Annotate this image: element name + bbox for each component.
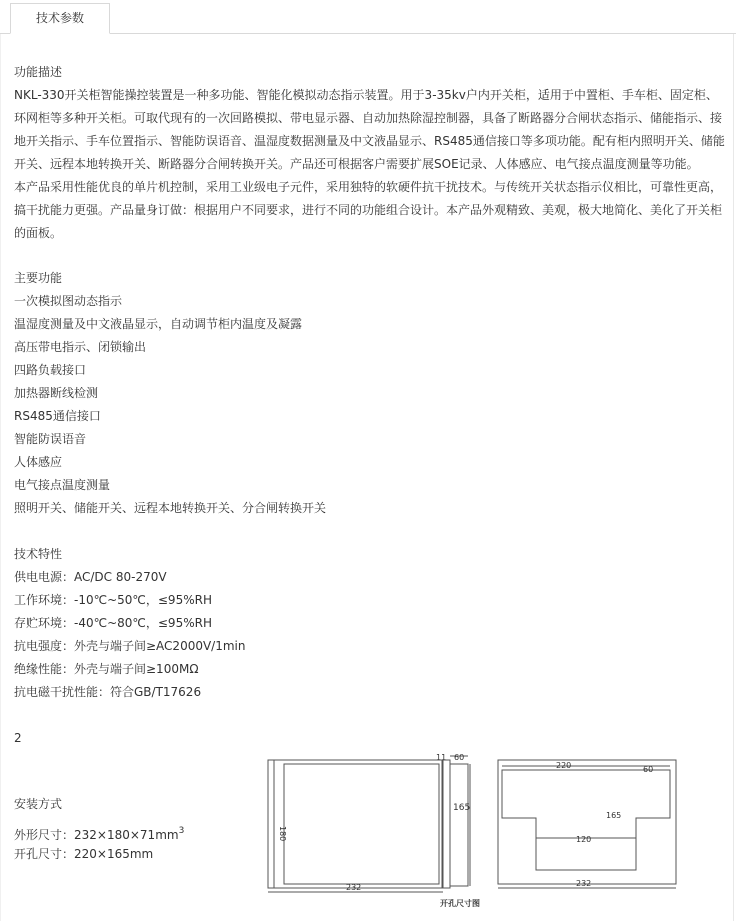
description-paragraph-2: [14, 176, 728, 245]
figure-caption: 开孔尺寸图: [440, 899, 480, 908]
function-item: 高压带电指示、闭锁输出: [14, 340, 147, 354]
dim-cutout-top: 220: [556, 761, 572, 770]
tab-tech-params[interactable]: 技术参数: [10, 3, 110, 34]
function-item: 电气接点温度测量: [14, 478, 111, 492]
function-item: 智能防误语音: [14, 432, 87, 446]
description-heading: 功能描述: [14, 65, 63, 79]
dim-front-height: 180: [278, 826, 287, 842]
function-item: 温湿度测量及中文液晶显示，自动调节柜内温度及凝露: [14, 317, 303, 331]
dim-cutout-tab: 60: [643, 765, 654, 774]
function-item: 四路负载接口: [14, 363, 87, 377]
description-text-1: NKL-330开关柜智能操控装置是一种多功能、智能化模拟动态指示装置。用于3-35kv户内开关柜，适用于中置柜、手车柜、固定柜、环网柜等多种开关柜。可取代现有的一次回路模拟、带电显示器、自动加热除湿控制器，具备了断路器分合闸状态指示、储能指示、接地开关指示、手车位置指示、智能防误语音、温湿度数据测量及中文液晶显示、RS485通信接口等多项功能。配有柜内照明开关、储能开关、远程本地转换开关、断路器分合闸转换开关。产品还可根据客户需要扩展SOE记录、人体感应、电气接点温度测量等功能。: [14, 88, 725, 171]
spec-item: 抗电磁干扰性能：符合GB/T17626: [14, 685, 202, 699]
description-text-2: 本产品采用性能优良的单片机控制，采用工业级电子元件，采用独特的软硬件抗干扰技术。与传统开关状态指示仪相比，可靠性更高，搞干扰能力更强。产品量身订做：根据用户不同要求，进行不同的功能组合设计。本产品外观精致、美观，极大地简化、美化了开关柜的面板。: [14, 180, 723, 240]
tab-bar: [0, 0, 736, 34]
outline-size-text: 外形尺寸：232×180×71mm: [14, 828, 179, 842]
function-item: 一次模拟图动态指示: [14, 294, 123, 308]
dim-cutout-bottom: 232: [576, 879, 592, 888]
front-view-outline: [268, 760, 443, 888]
front-view-inner: [284, 764, 439, 884]
spec-item: 存贮环境：-40℃~80℃，≤95%RH: [14, 616, 212, 630]
spec-item: 抗电强度：外壳与端子间≥AC2000V/1min: [14, 639, 246, 653]
specs-heading: 技术特性: [14, 547, 63, 561]
spec-item: 供电电源：AC/DC 80-270V: [14, 570, 167, 584]
description-paragraph-1: [14, 84, 728, 176]
outline-size-superscript: 3: [178, 826, 185, 836]
function-item: 人体感应: [14, 455, 63, 469]
dim-side-top: 11: [436, 753, 447, 762]
cutout-shape: [502, 770, 670, 870]
side-view-body: [450, 764, 471, 886]
dim-cutout-height: 165: [606, 811, 622, 820]
dim-side-height: 165: [453, 803, 471, 813]
function-item: 加热器断线检测: [14, 386, 99, 400]
dimension-drawing: [266, 752, 686, 912]
cutout-size: 开孔尺寸：220×165mm: [14, 847, 154, 861]
install-heading: 安装方式: [14, 797, 63, 811]
functions-heading: 主要功能: [14, 271, 63, 285]
dim-front-width: 232: [346, 883, 362, 892]
function-item: RS485通信接口: [14, 409, 101, 423]
cutout-outer-outline: [498, 760, 676, 884]
spec-item: 绝缘性能：外壳与端子间≥100MΩ: [14, 662, 199, 676]
dim-cutout-inner: 120: [576, 835, 592, 844]
function-item: 照明开关、储能开关、远程本地转换开关、分合闸转换开关: [14, 501, 327, 515]
dim-side-depth: 60: [454, 753, 465, 762]
spec-item: 工作环境：-10℃~50℃，≤95%RH: [14, 593, 212, 607]
section-number: 2: [14, 731, 22, 745]
